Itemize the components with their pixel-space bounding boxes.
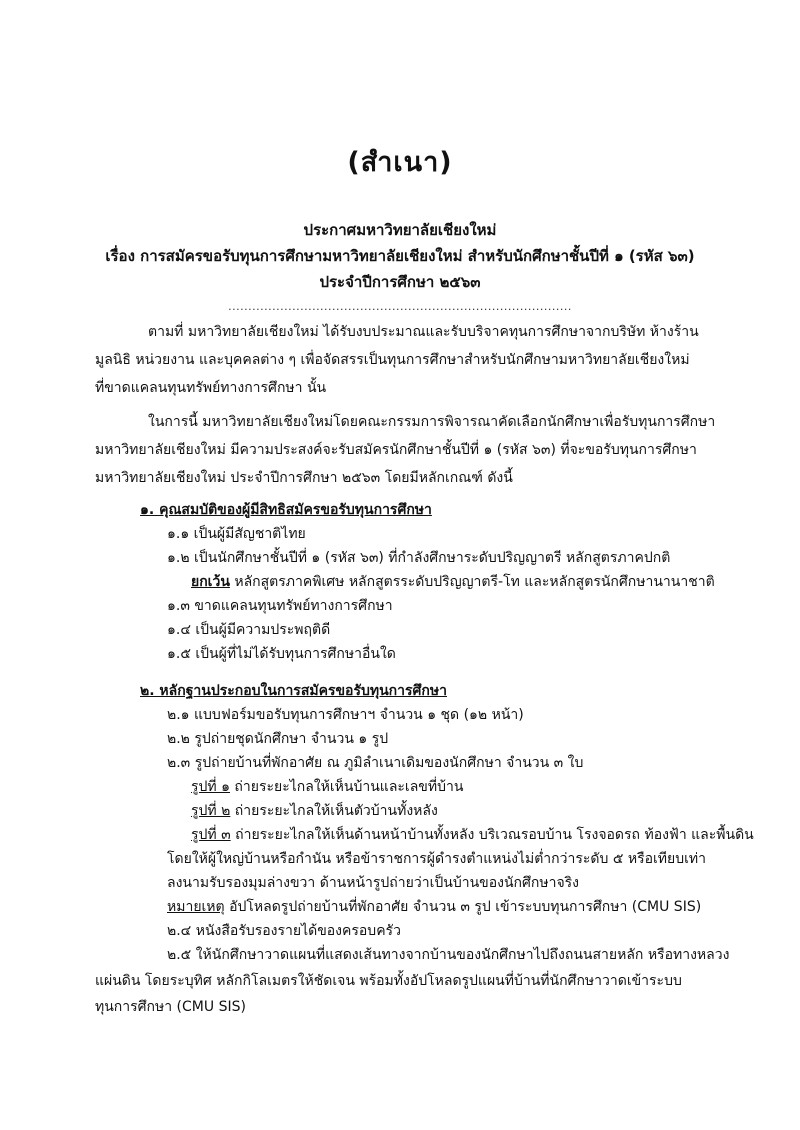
photo-3-label: รูปที่ ๓ xyxy=(191,827,231,843)
photo-1-text: ถ่ายระยะไกลให้เห็นบ้านและเลขที่บ้าน xyxy=(229,779,464,795)
photo-3-text: ถ่ายระยะไกลให้เห็นด้านหน้าบ้านทั้งหลัง บริเวณรอบบ้าน โรงจอดรถ ท้องฟ้า และพื้นดิน xyxy=(230,827,754,843)
section2-item-1: ๒.๑ แบบฟอร์มขอรับทุนการศึกษาฯ จำนวน ๑ ชุด (๑๒ หน้า) xyxy=(167,707,524,723)
paragraph2-line-2: มหาวิทยาลัยเชียงใหม่ มีความประสงค์จะรับสมัครนักศึกษาชั้นปีที่ ๑ (รหัส ๖๓) ที่จะขอรับทุนการศึกษา xyxy=(95,442,697,458)
section1-item-2: ๑.๒ เป็นนักศึกษาชั้นปีที่ ๑ (รหัส ๖๓) ที่กำลังศึกษาระดับปริญญาตรี หลักสูตรภาคปกติ xyxy=(167,550,671,566)
photo-2-label: รูปที่ ๒ xyxy=(191,803,231,819)
section2-item-5-line-1: ๒.๕ ให้นักศึกษาวาดแผนที่แสดงเส้นทางจากบ้านของนักศึกษาไปถึงถนนสายหลัก หรือทางหลวง xyxy=(167,947,730,963)
section2-item-5-line-2: แผ่นดิน โดยระบุทิศ หลักกิโลเมตรให้ชัดเจน พร้อมทั้งอัปโหลดรูปแผนที่บ้านที่นักศึกษาวาดเข้าระบบ xyxy=(95,973,682,989)
copy-stamp-title: (สำเนา) xyxy=(347,147,453,178)
section1-item-1: ๑.๑ เป็นผู้มีสัญชาติไทย xyxy=(167,526,306,542)
photo-1-label: รูปที่ ๑ xyxy=(191,779,230,795)
section2-item-3: ๒.๓ รูปถ่ายบ้านที่พักอาศัย ณ ภูมิลำเนาเดิมของนักศึกษา จำนวน ๓ ใบ xyxy=(167,755,584,771)
exception-label: ยกเว้น xyxy=(191,574,230,590)
paragraph2-line-3: มหาวิทยาลัยเชียงใหม่ ประจำปีการศึกษา ๒๕๖๓ โดยมีหลักเกณฑ์ ดังนี้ xyxy=(95,470,513,486)
section1-item-5: ๑.๕ เป็นผู้ที่ไม่ได้รับทุนการศึกษาอื่นใด xyxy=(167,646,396,662)
note-text: อัปโหลดรูปถ่ายบ้านที่พักอาศัย จำนวน ๓ รูป เข้าระบบทุนการศึกษา (CMU SIS) xyxy=(224,899,702,915)
section2-title: ๒. หลักฐานประกอบในการสมัครขอรับทุนการศึกษา xyxy=(140,683,447,699)
section2-item-4: ๒.๔ หนังสือรับรองรายได้ของครอบครัว xyxy=(167,923,401,939)
intro-line-3: ที่ขาดแคลนทุนทรัพย์ทางการศึกษา นั้น xyxy=(95,380,327,396)
intro-line-1: ตามที่ มหาวิทยาลัยเชียงใหม่ ได้รับงบประมาณและรับบริจาคทุนการศึกษาจากบริษัท ห้างร้าน xyxy=(148,324,699,340)
intro-line-2: มูลนิธิ หน่วยงาน และบุคคลต่าง ๆ เพื่อจัดสรรเป็นทุนการศึกษาสำหรับนักศึกษามหาวิทยาลัยเชียงใหม่ xyxy=(95,352,690,368)
announcement-year: ประจำปีการศึกษา ๒๕๖๓ xyxy=(319,273,481,291)
announcement-title: ประกาศมหาวิทยาลัยเชียงใหม่ xyxy=(303,221,497,239)
exception-text: หลักสูตรภาคพิเศษ หลักสูตรระดับปริญญาตรี-โท และหลักสูตรนักศึกษานานาชาติ xyxy=(229,574,715,590)
separator-line: ...................................................................................... xyxy=(228,300,572,313)
section1-item-4: ๑.๔ เป็นผู้มีความประพฤติดี xyxy=(167,622,331,638)
paragraph2-line-1: ในการนี้ มหาวิทยาลัยเชียงใหม่โดยคณะกรรมการพิจารณาคัดเลือกนักศึกษาเพื่อรับทุนการศึกษา xyxy=(148,414,716,430)
photo-3-requirement xyxy=(191,825,754,845)
photo-2-requirement xyxy=(191,801,438,821)
certification-line-1: โดยให้ผู้ใหญ่บ้านหรือกำนัน หรือข้าราชการผู้ดำรงตำแหน่งไม่ต่ำกว่าระดับ ๕ หรือเทียบเท่า xyxy=(167,851,706,867)
section1-exception xyxy=(191,572,715,592)
photo-2-text: ถ่ายระยะไกลให้เห็นตัวบ้านทั้งหลัง xyxy=(230,803,438,819)
section2-item-5-line-3: ทุนการศึกษา (CMU SIS) xyxy=(95,999,246,1015)
section1-item-3: ๑.๓ ขาดแคลนทุนทรัพย์ทางการศึกษา xyxy=(167,598,393,614)
announcement-subject: เรื่อง การสมัครขอรับทุนการศึกษามหาวิทยาลัยเชียงใหม่ สำหรับนักศึกษาชั้นปีที่ ๑ (รหัส ๖๓) xyxy=(105,247,695,265)
section1-title: ๑. คุณสมบัติของผู้มีสิทธิสมัครขอรับทุนการศึกษา xyxy=(140,502,432,518)
upload-note xyxy=(167,897,701,917)
certification-line-2: ลงนามรับรองมุมล่างขวา ด้านหน้ารูปถ่ายว่าเป็นบ้านของนักศึกษาจริง xyxy=(167,875,580,891)
note-label: หมายเหตุ xyxy=(167,899,225,915)
photo-1-requirement xyxy=(191,777,463,797)
section2-item-2: ๒.๒ รูปถ่ายชุดนักศึกษา จำนวน ๑ รูป xyxy=(167,731,389,747)
